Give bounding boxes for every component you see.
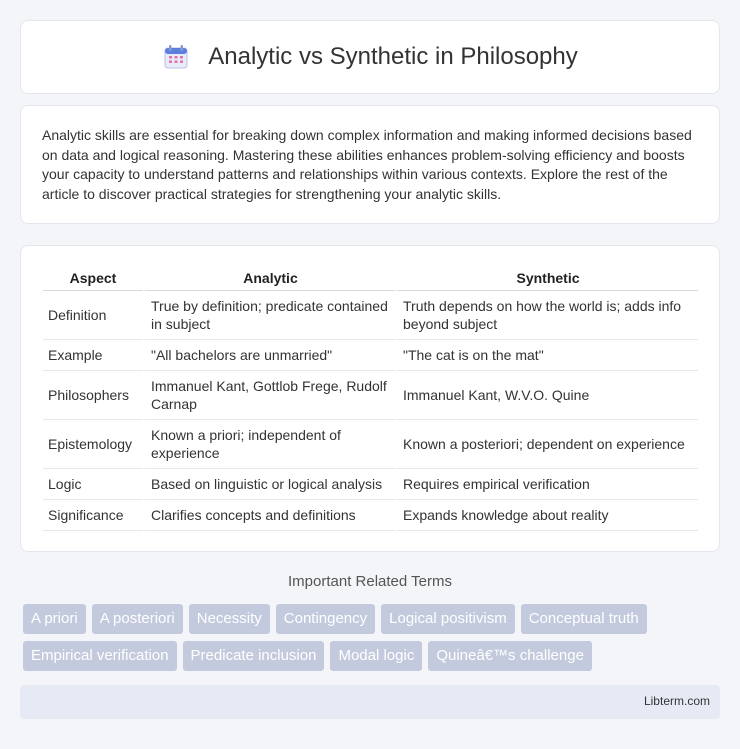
cell-analytic: Immanuel Kant, Gottlob Frege, Rudolf Carnap (143, 371, 395, 420)
cell-aspect: Significance (43, 500, 143, 531)
tag-quines-challenge[interactable]: Quineâ€™s challenge (428, 641, 592, 671)
tag-modal-logic[interactable]: Modal logic (330, 641, 422, 671)
comparison-table (43, 264, 698, 531)
cell-aspect: Philosophers (43, 371, 143, 420)
comparison-card (20, 245, 720, 552)
table-row (43, 291, 698, 340)
cell-synthetic: Requires empirical verification (395, 469, 698, 500)
cell-analytic: Known a priori; independent of experience (143, 420, 395, 469)
tag-predicate-inclusion[interactable]: Predicate inclusion (183, 641, 325, 671)
cell-aspect: Example (43, 340, 143, 371)
tag-a-priori[interactable]: A priori (23, 604, 86, 634)
cell-analytic: "All bachelors are unmarried" (143, 340, 395, 371)
related-terms-title: Important Related Terms (288, 573, 452, 590)
table-row (43, 469, 698, 500)
table-row (43, 500, 698, 531)
cell-synthetic: Expands knowledge about reality (395, 500, 698, 531)
cell-synthetic: "The cat is on the mat" (395, 340, 698, 371)
intro-text: Analytic skills are essential for breaking down complex information and making informed decisions based on data and logical reasoning. Mastering these abilities enhances problem-solving efficiency and boosts your capacity to understand patterns and relationships within various contexts. Explore the rest of the article to discover practical strategies for strengthening your analytic skills. (42, 127, 692, 202)
title-card (20, 20, 720, 94)
table-header-row (43, 264, 698, 291)
cell-analytic: Clarifies concepts and definitions (143, 500, 395, 531)
calendar-icon (162, 43, 190, 71)
table-row (43, 340, 698, 371)
tag-conceptual-truth[interactable]: Conceptual truth (521, 604, 647, 634)
table-row (43, 371, 698, 420)
cell-aspect: Epistemology (43, 420, 143, 469)
tag-a-posteriori[interactable]: A posteriori (92, 604, 183, 634)
page-title: Analytic vs Synthetic in Philosophy (208, 43, 578, 70)
footer-site-link[interactable]: Libterm.com (643, 694, 710, 708)
tag-logical-positivism[interactable]: Logical positivism (381, 604, 515, 634)
intro-card (20, 105, 720, 224)
cell-analytic: True by definition; predicate contained in subject (143, 291, 395, 340)
cell-aspect: Logic (43, 469, 143, 500)
tag-necessity[interactable]: Necessity (189, 604, 270, 634)
table-row (43, 420, 698, 469)
cell-analytic: Based on linguistic or logical analysis (143, 469, 395, 500)
header-aspect: Aspect (43, 264, 143, 291)
cell-aspect: Definition (43, 291, 143, 340)
header-analytic: Analytic (143, 264, 395, 291)
related-terms-list (23, 604, 723, 678)
footer (20, 685, 720, 719)
tag-empirical-verification[interactable]: Empirical verification (23, 641, 177, 671)
cell-synthetic: Immanuel Kant, W.V.O. Quine (395, 371, 698, 420)
cell-synthetic: Truth depends on how the world is; adds info beyond subject (395, 291, 698, 340)
tag-contingency[interactable]: Contingency (276, 604, 375, 634)
cell-synthetic: Known a posteriori; dependent on experience (395, 420, 698, 469)
header-synthetic: Synthetic (395, 264, 698, 291)
